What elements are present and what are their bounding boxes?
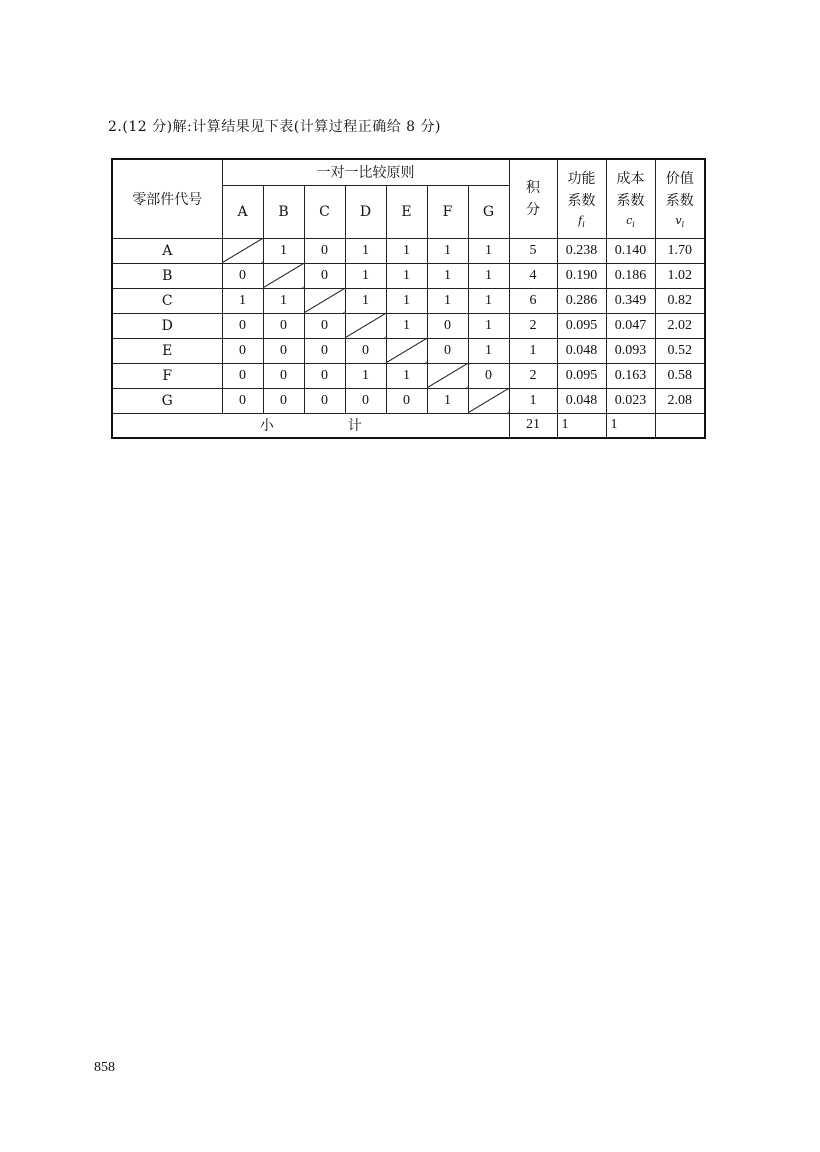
score-cell: 2 (509, 363, 557, 388)
comparison-cell: 0 (222, 338, 263, 363)
comparison-cell: 0 (263, 313, 304, 338)
diagonal-cell (468, 388, 509, 413)
diagonal-cell (304, 288, 345, 313)
column-header: D (345, 185, 386, 238)
function-coefficient-cell: 0.190 (557, 263, 606, 288)
table-row (112, 338, 705, 363)
comparison-cell: 0 (304, 388, 345, 413)
subtotal-row (112, 413, 705, 438)
comparison-cell: 1 (386, 263, 427, 288)
column-header: E (386, 185, 427, 238)
table-row (112, 388, 705, 413)
table-row (112, 263, 705, 288)
value-coefficient-cell: 1.70 (655, 238, 705, 263)
value-coefficient-cell: 2.02 (655, 313, 705, 338)
value-coefficient-cell: 0.52 (655, 338, 705, 363)
comparison-cell: 0 (263, 338, 304, 363)
cost-coefficient-cell: 0.140 (606, 238, 655, 263)
score-cell: 6 (509, 288, 557, 313)
comparison-cell: 1 (386, 313, 427, 338)
column-header: A (222, 185, 263, 238)
function-coefficient-cell: 0.048 (557, 388, 606, 413)
part-code-cell: B (112, 263, 222, 288)
part-code-cell: E (112, 338, 222, 363)
comparison-cell: 0 (304, 338, 345, 363)
comparison-cell: 1 (345, 238, 386, 263)
comparison-cell: 1 (427, 288, 468, 313)
comparison-cell: 0 (222, 313, 263, 338)
part-code-cell: A (112, 238, 222, 263)
cost-coefficient-cell: 0.047 (606, 313, 655, 338)
score-cell: 2 (509, 313, 557, 338)
column-header: B (263, 185, 304, 238)
function-coefficient-cell: 0.095 (557, 313, 606, 338)
comparison-cell: 0 (386, 388, 427, 413)
subtotal-function-cell: 1 (557, 413, 606, 438)
score-cell: 1 (509, 388, 557, 413)
part-code-header: 零部件代号 (112, 159, 222, 238)
comparison-cell: 1 (386, 238, 427, 263)
problem-heading: 2.(12 分)解:计算结果见下表(计算过程正确给 8 分) (108, 119, 441, 135)
score-header: 积 分 (509, 159, 557, 238)
page-number: 858 (94, 1060, 115, 1075)
comparison-cell: 1 (263, 238, 304, 263)
value-coefficient-cell: 0.82 (655, 288, 705, 313)
comparison-cell: 1 (427, 263, 468, 288)
cost-coefficient-header: 成本 系数 $c_i$ (606, 159, 655, 238)
comparison-cell: 0 (304, 263, 345, 288)
value-coefficient-cell: 2.08 (655, 388, 705, 413)
table-row (112, 238, 705, 263)
comparison-header: 一对一比较原则 (222, 159, 509, 185)
comparison-cell: 0 (263, 388, 304, 413)
diagonal-cell (222, 238, 263, 263)
comparison-cell: 0 (222, 388, 263, 413)
table-row (112, 313, 705, 338)
part-code-cell: D (112, 313, 222, 338)
comparison-cell: 0 (222, 263, 263, 288)
value-coefficient-cell: 1.02 (655, 263, 705, 288)
column-header: G (468, 185, 509, 238)
comparison-cell: 1 (345, 288, 386, 313)
score-cell: 4 (509, 263, 557, 288)
subtotal-value-cell (655, 413, 705, 438)
comparison-cell: 1 (468, 263, 509, 288)
comparison-cell: 1 (427, 238, 468, 263)
value-coefficient-header: 价值 系数 $v_i$ (655, 159, 705, 238)
part-code-cell: F (112, 363, 222, 388)
subtotal-label: 小 计 (112, 413, 509, 438)
diagonal-cell (345, 313, 386, 338)
comparison-cell: 1 (386, 288, 427, 313)
function-coefficient-cell: 0.286 (557, 288, 606, 313)
diagonal-cell (386, 338, 427, 363)
comparison-cell: 0 (304, 363, 345, 388)
value-engineering-table (111, 158, 706, 439)
diagonal-cell (263, 263, 304, 288)
comparison-cell: 0 (427, 338, 468, 363)
comparison-cell: 0 (222, 363, 263, 388)
cost-coefficient-cell: 0.186 (606, 263, 655, 288)
comparison-cell: 1 (468, 313, 509, 338)
diagonal-cell (427, 363, 468, 388)
comparison-cell: 0 (304, 313, 345, 338)
comparison-cell: 1 (468, 338, 509, 363)
score-cell: 1 (509, 338, 557, 363)
table-row (112, 363, 705, 388)
comparison-cell: 1 (386, 363, 427, 388)
comparison-cell: 0 (345, 388, 386, 413)
function-coefficient-cell: 0.095 (557, 363, 606, 388)
function-coefficient-cell: 0.048 (557, 338, 606, 363)
part-code-cell: G (112, 388, 222, 413)
part-code-cell: C (112, 288, 222, 313)
table-row (112, 288, 705, 313)
function-coefficient-cell: 0.238 (557, 238, 606, 263)
comparison-cell: 1 (222, 288, 263, 313)
column-header: C (304, 185, 345, 238)
cost-coefficient-cell: 0.023 (606, 388, 655, 413)
comparison-cell: 1 (345, 363, 386, 388)
comparison-cell: 0 (304, 238, 345, 263)
subtotal-score-cell: 21 (509, 413, 557, 438)
function-coefficient-header: 功能 系数 $f_i$ (557, 159, 606, 238)
cost-coefficient-cell: 0.349 (606, 288, 655, 313)
comparison-cell: 1 (263, 288, 304, 313)
comparison-cell: 0 (468, 363, 509, 388)
comparison-cell: 0 (427, 313, 468, 338)
cost-coefficient-cell: 0.093 (606, 338, 655, 363)
score-cell: 5 (509, 238, 557, 263)
cost-coefficient-cell: 0.163 (606, 363, 655, 388)
comparison-cell: 0 (345, 338, 386, 363)
comparison-cell: 1 (468, 238, 509, 263)
comparison-cell: 0 (263, 363, 304, 388)
subtotal-cost-cell: 1 (606, 413, 655, 438)
comparison-cell: 1 (345, 263, 386, 288)
comparison-cell: 1 (468, 288, 509, 313)
value-coefficient-cell: 0.58 (655, 363, 705, 388)
comparison-cell: 1 (427, 388, 468, 413)
column-header: F (427, 185, 468, 238)
